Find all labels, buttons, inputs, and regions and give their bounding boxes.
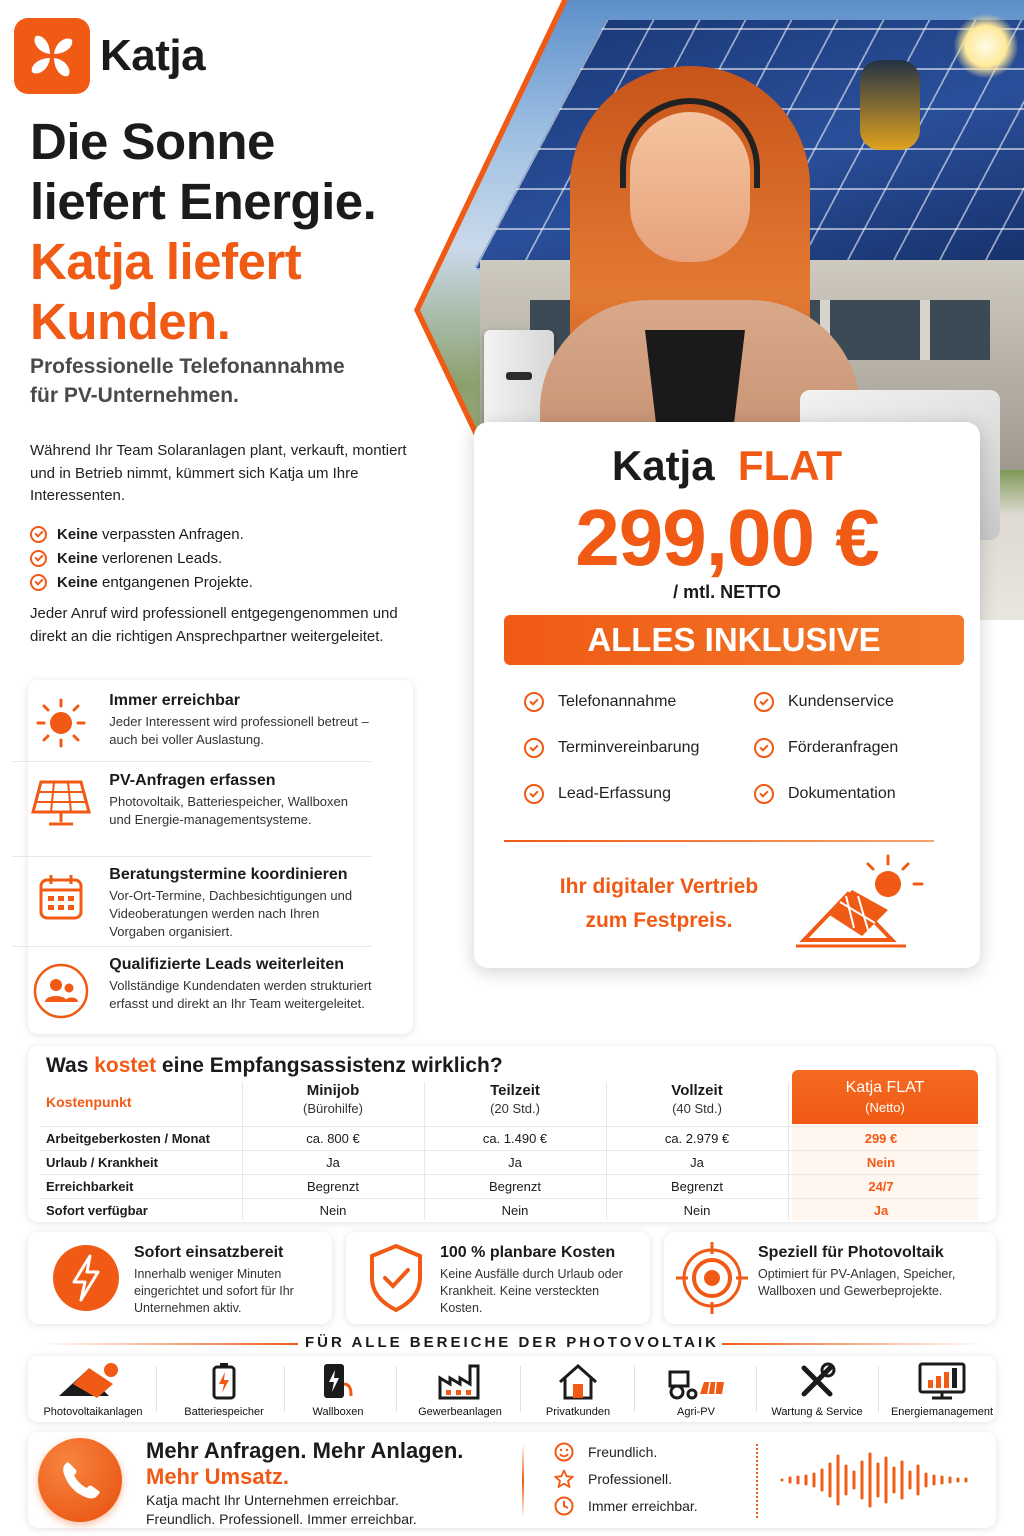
table-cell: Ja xyxy=(326,1155,340,1170)
comparison-title-part: eine Empfangsassistenz wirklich? xyxy=(156,1054,503,1077)
price-slogan xyxy=(514,870,804,938)
solar-house-icon xyxy=(796,850,926,955)
wallbox-icon xyxy=(290,1360,386,1400)
house-icon xyxy=(526,1360,630,1400)
sector-label: Agri-PV xyxy=(677,1406,715,1418)
lightning-icon xyxy=(52,1244,120,1317)
monitor-chart-icon xyxy=(884,1360,1000,1400)
feature-text: Vor-Ort-Termine, Dachbesichtigungen und Videoberatungen werden nach Ihren Vorgaben organisiert. xyxy=(109,888,353,939)
column-header xyxy=(606,1082,788,1118)
sector-label: Wartung & Service xyxy=(771,1406,863,1418)
phone-icon[interactable] xyxy=(38,1438,122,1522)
benefit-title: Sofort einsatzbereit xyxy=(134,1244,284,1261)
comparison-title-accent: kostet xyxy=(94,1054,157,1077)
included-item xyxy=(754,692,894,712)
divider xyxy=(396,1366,397,1412)
included-item xyxy=(524,784,671,804)
footer-value-item xyxy=(554,1496,698,1516)
check-circle-icon xyxy=(754,784,774,804)
sector-label: Wallboxen xyxy=(312,1406,364,1418)
price-card xyxy=(474,422,980,968)
headline-line-accent: Kunden. xyxy=(30,293,231,350)
sector-item xyxy=(760,1360,874,1418)
check-circle-icon xyxy=(524,692,544,712)
table-cell-highlight: Nein xyxy=(866,1155,896,1170)
row-label: Sofort verfügbar xyxy=(46,1203,148,1218)
included-item-label: Förderanfragen xyxy=(788,739,899,756)
included-item xyxy=(524,738,699,758)
sector-item xyxy=(402,1360,518,1418)
feature-item xyxy=(12,772,372,829)
target-icon xyxy=(674,1240,750,1321)
pv-roof-icon xyxy=(34,1360,152,1400)
divider xyxy=(12,946,372,947)
included-item-label: Telefonannahme xyxy=(558,693,677,710)
sector-label: Privatkunden xyxy=(545,1406,611,1418)
star-icon xyxy=(554,1469,574,1489)
check-item-text: entgangenen Projekte. xyxy=(97,573,253,591)
users-icon xyxy=(12,956,109,1020)
sector-label: Photovoltaikanlagen xyxy=(43,1406,143,1418)
divider xyxy=(284,1366,285,1412)
divider xyxy=(520,1366,521,1412)
column-header xyxy=(242,1082,424,1118)
table-cell: Begrenzt xyxy=(670,1179,724,1194)
feature-title: PV-Anfragen erfassen xyxy=(109,772,276,789)
headline-line-accent: Katja liefert xyxy=(30,233,302,290)
feature-text: Jeder Interessent wird professionell betreut – auch bei voller Auslastung. xyxy=(109,714,369,747)
benefit-text: Optimiert für PV-Anlagen, Speicher, Wallboxen und Gewerbeprojekte. xyxy=(758,1267,956,1298)
comparison-corner-label: Kostenpunkt xyxy=(46,1094,132,1110)
column-header-name: Katja FLAT xyxy=(845,1079,925,1096)
check-circle-icon xyxy=(524,784,544,804)
check-item-text: verpassten Anfragen. xyxy=(97,525,244,543)
price-amount: 299,00 € xyxy=(575,493,879,582)
included-item xyxy=(754,738,898,758)
feature-item xyxy=(12,866,372,941)
table-cell: Nein xyxy=(319,1203,347,1218)
check-item-bold: Keine xyxy=(57,549,98,567)
divider xyxy=(504,840,934,842)
footer-value-item xyxy=(554,1442,657,1462)
clock-icon xyxy=(554,1496,574,1516)
sun-icon xyxy=(12,692,109,749)
subhead-line: für PV-Unternehmen. xyxy=(30,384,239,407)
sector-item xyxy=(526,1360,630,1418)
price-card-title xyxy=(474,442,980,490)
benefit-text: Keine Ausfälle durch Urlaub oder Krankheit. Keine versteckten Kosten. xyxy=(440,1267,623,1315)
sound-wave-icon xyxy=(778,1452,978,1508)
check-item-bold: Keine xyxy=(57,525,98,543)
sector-item xyxy=(884,1360,1000,1418)
hero-checklist xyxy=(30,522,253,594)
column-header-name: Minijob xyxy=(306,1082,360,1099)
divider xyxy=(756,1444,758,1518)
included-item-label: Terminvereinbarung xyxy=(558,739,700,756)
column-header-sub: (Netto) xyxy=(865,1100,905,1115)
check-circle-icon xyxy=(30,550,47,567)
table-cell: Nein xyxy=(501,1203,529,1218)
brand-logo[interactable] xyxy=(14,18,205,94)
divider xyxy=(522,1444,524,1518)
sector-label: Energiemanagement xyxy=(890,1406,994,1418)
table-cell: ca. 1.490 € xyxy=(482,1131,548,1146)
footer-sub-line: Katja macht Ihr Unternehmen erreichbar. xyxy=(146,1492,399,1508)
table-row xyxy=(40,1150,980,1174)
shield-check-icon xyxy=(366,1242,426,1319)
price-period: / mtl. NETTO xyxy=(673,582,781,602)
footer-value-label: Professionell. xyxy=(588,1471,673,1487)
comparison-table xyxy=(28,1046,996,1222)
feature-title: Beratungstermine koordinieren xyxy=(109,866,348,883)
divider xyxy=(634,1366,635,1412)
table-row xyxy=(40,1174,980,1198)
table-cell: ca. 800 € xyxy=(306,1131,360,1146)
sector-item xyxy=(290,1360,386,1418)
column-header-katja-flat xyxy=(792,1070,978,1124)
check-item xyxy=(30,570,253,594)
divider xyxy=(12,856,372,857)
check-circle-icon xyxy=(30,526,47,543)
check-item-text: verlorenen Leads. xyxy=(97,549,223,567)
petal-logo-icon xyxy=(14,18,90,94)
included-item-label: Dokumentation xyxy=(788,785,896,802)
included-item xyxy=(524,692,676,712)
table-cell-highlight: 24/7 xyxy=(868,1179,894,1194)
tools-icon xyxy=(760,1360,874,1400)
subhead-line: Professionelle Telefonannahme xyxy=(30,355,345,378)
divider xyxy=(878,1366,879,1412)
benefit-box xyxy=(346,1232,650,1324)
row-label: Arbeitgeberkosten / Monat xyxy=(46,1131,210,1146)
row-label: Erreichbarkeit xyxy=(46,1179,134,1194)
check-circle-icon xyxy=(754,692,774,712)
tractor-icon xyxy=(640,1360,752,1400)
column-header-name: Vollzeit xyxy=(671,1082,723,1099)
hero-subhead xyxy=(30,352,345,410)
price-card-title-a: Katja xyxy=(611,442,715,489)
table-cell: Ja xyxy=(508,1155,522,1170)
benefit-box xyxy=(28,1232,332,1324)
included-item-label: Lead-Erfassung xyxy=(558,785,671,802)
table-cell: Nein xyxy=(683,1203,711,1218)
table-cell: Begrenzt xyxy=(488,1179,542,1194)
check-item xyxy=(30,522,253,546)
sector-item xyxy=(640,1360,752,1418)
divider xyxy=(756,1366,757,1412)
footer-subtext xyxy=(146,1491,417,1529)
comparison-title-part: Was xyxy=(46,1054,95,1077)
benefit-box xyxy=(664,1232,996,1324)
check-circle-icon xyxy=(30,574,47,591)
feature-text: Vollständige Kundendaten werden strukturiert erfasst und direkt an Ihr Team weitergeleitet. xyxy=(109,978,372,1011)
price-card-title-b: FLAT xyxy=(737,442,843,489)
check-circle-icon xyxy=(754,738,774,758)
column-header xyxy=(424,1082,606,1118)
check-circle-icon xyxy=(524,738,544,758)
table-row xyxy=(40,1198,980,1222)
sector-label: Batteriespeicher xyxy=(184,1406,264,1418)
feature-title: Qualifizierte Leads weiterleiten xyxy=(109,956,345,973)
hero-headline xyxy=(30,112,376,352)
row-label: Urlaub / Krankheit xyxy=(46,1155,158,1170)
table-cell: ca. 2.979 € xyxy=(664,1131,730,1146)
hero-intro: Während Ihr Team Solaranlagen plant, verkauft, montiert und in Betrieb nimmt, kümmert sich Katja um Ihre Interessenten. xyxy=(30,442,407,504)
sector-item xyxy=(164,1360,284,1418)
table-row xyxy=(40,1126,980,1150)
factory-icon xyxy=(402,1360,518,1400)
benefit-text: Innerhalb weniger Minuten eingerichtet und sofort für Ihr Unternehmen aktiv. xyxy=(134,1267,294,1315)
sun-glare xyxy=(954,14,1018,78)
brand-name: Katja xyxy=(100,31,206,80)
feature-item xyxy=(12,956,372,1020)
footer-headline-accent: Mehr Umsatz. xyxy=(146,1464,290,1489)
sector-item xyxy=(34,1360,152,1418)
benefit-title: Speziell für Photovoltaik xyxy=(758,1244,944,1261)
column-header-sub: (20 Std.) xyxy=(490,1101,540,1116)
check-item xyxy=(30,546,253,570)
smiley-icon xyxy=(554,1442,574,1462)
footer-value-label: Immer erreichbar. xyxy=(588,1498,698,1514)
table-cell-highlight: Ja xyxy=(873,1203,889,1218)
divider xyxy=(12,761,372,762)
column-header-sub: (Bürohilfe) xyxy=(303,1101,363,1116)
headline-line: Die Sonne xyxy=(30,113,275,170)
slogan-line: zum Festpreis. xyxy=(585,909,733,932)
column-header-sub: (40 Std.) xyxy=(672,1101,722,1116)
included-item xyxy=(754,784,896,804)
battery-icon xyxy=(164,1360,284,1400)
slogan-line: Ihr digitaler Vertrieb xyxy=(559,875,759,898)
sector-label: Gewerbeanlagen xyxy=(418,1406,502,1418)
benefit-title: 100 % planbare Kosten xyxy=(440,1244,616,1261)
footer-headline-line: Mehr Anfragen. Mehr Anlagen. xyxy=(146,1438,464,1463)
table-cell: Begrenzt xyxy=(306,1179,360,1194)
footer-value-label: Freundlich. xyxy=(588,1444,658,1460)
column-header-name: Teilzeit xyxy=(490,1082,540,1099)
roof-worker xyxy=(860,60,920,150)
all-inclusive-banner: ALLES INKLUSIVE xyxy=(504,615,964,665)
solar-panel-icon xyxy=(12,772,109,829)
feature-item xyxy=(12,692,372,749)
table-cell-highlight: 299 € xyxy=(864,1131,898,1146)
table-cell: Ja xyxy=(690,1155,704,1170)
included-item-label: Kundenservice xyxy=(788,693,894,710)
footer-sub-line: Freundlich. Professionell. Immer erreichbar. xyxy=(146,1511,417,1527)
feature-title: Immer erreichbar xyxy=(109,692,241,709)
footer-value-item xyxy=(554,1469,672,1489)
headline-line: liefert Energie. xyxy=(30,173,377,230)
feature-text: Photovoltaik, Batteriespeicher, Wallboxen und Energie-managementsysteme. xyxy=(109,794,349,827)
sectors-title: FÜR ALLE BEREICHE DER PHOTOVOLTAIK xyxy=(305,1334,719,1351)
calendar-icon xyxy=(12,866,109,941)
check-item-bold: Keine xyxy=(57,573,98,591)
footer-headline xyxy=(146,1438,463,1490)
divider xyxy=(156,1366,157,1412)
hero-after-text: Jeder Anruf wird professionell entgegengenommen und direkt an die richtigen Ansprechpartner weitergeleitet. xyxy=(30,605,398,645)
comparison-title xyxy=(46,1054,503,1078)
